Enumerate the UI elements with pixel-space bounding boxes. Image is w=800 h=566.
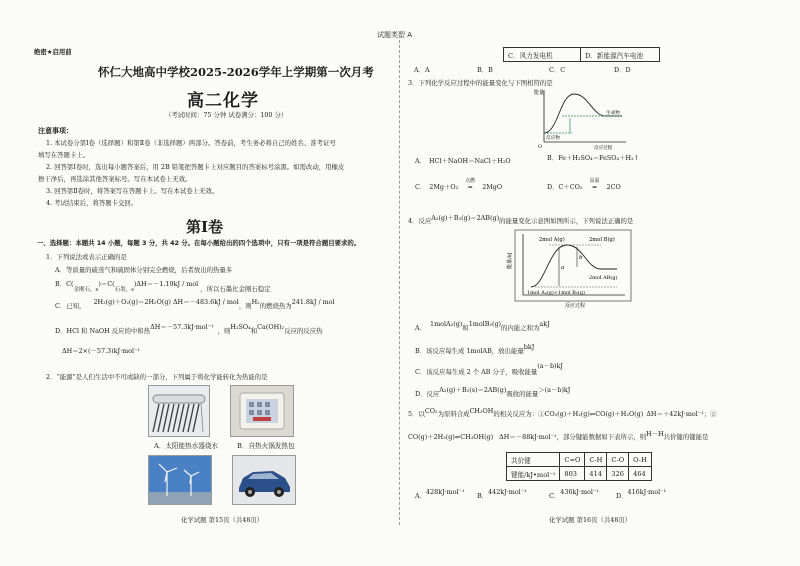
- footer-right: 化学试题 第16页（共48页）: [549, 516, 632, 524]
- notes-item: 1. 本试卷分第Ⅰ卷（选择题）和第Ⅱ卷（非选择题）两部分。答卷前，考生务必将自己的姓名、准考证号: [46, 139, 336, 147]
- q1-option-d-cont: ΔH＝2×(－57.3)kJ·mol⁻¹: [62, 347, 140, 355]
- bond-energy-table: [506, 452, 652, 481]
- q4-stem: 4．反应A₂(g)＋B₂(g)＝2AB(g)的能量变化示意图如图所示，下列说法正确的是: [408, 214, 634, 225]
- q3-y-label: 能量: [534, 90, 545, 96]
- q1-option-c: C．已知， 2H₂(g)＋O₂(g)＝2H₂O(g) ΔH＝－483.6kJ / mol，则H₂的燃烧热为241.8kJ / mol: [55, 298, 335, 310]
- page-divider: [399, 35, 400, 525]
- table-cell: 326: [607, 467, 629, 481]
- q1-stem: 1．下列说法或表示正确的是: [46, 253, 127, 261]
- heat-pack-icon: [231, 386, 293, 436]
- q4-top-left-label: 2mol A(g): [539, 237, 565, 243]
- notes-item: 3. 回答第Ⅱ卷时，将答案写在答题卡上。写在本试卷上无效。: [46, 187, 219, 195]
- school-title: 怀仁大地高中学校2025-2026学年上学期第一次月考: [98, 65, 374, 79]
- table-header: C=O: [560, 453, 585, 467]
- car-icon: [233, 456, 295, 504]
- q3-origin-label: O: [538, 144, 543, 150]
- q2-options-table: [503, 47, 660, 62]
- q4-b-label: b: [579, 255, 583, 261]
- solar-heater-icon: [149, 386, 209, 436]
- q1-option-b: B．C(金刚石，s)＝C(石墨，s)ΔH＝－1.19kJ / mol，所以石墨比金刚石稳定: [55, 280, 271, 293]
- table-header: O-H: [629, 453, 652, 467]
- q2-option-b: B．自热火锅发热包: [237, 442, 295, 450]
- q3-product-label: 生成物: [606, 111, 620, 116]
- q2-option-a: A．太阳能热水器烧水: [154, 442, 219, 450]
- notes-item: 2. 回答第Ⅰ卷时，选出每小题答案后，用 2B 铅笔把答题卡上对应题目的答案标号涂黑。如需改动，用橡皮: [46, 163, 345, 171]
- q1-answer-a: A．A: [414, 66, 430, 74]
- q3-reactant-label: 反应物: [546, 136, 560, 141]
- notes-item: 擦干净后，再选涂其他答案标号。写在本试卷上无效。: [38, 175, 192, 183]
- q1-answer-b: B．B: [477, 66, 493, 74]
- q4-energy-diagram: [505, 229, 633, 309]
- notes-item: 4. 考试结束后，将答题卡交回。: [46, 199, 138, 207]
- subject-title: 高二化学: [187, 91, 259, 111]
- q5-line-2: CO(g)＋2H₂(g)⇌CH₃OH(g) ΔH＝－88kJ·mol⁻¹，部分键能数据如下表所示，则H－H共价键的键能是: [408, 430, 709, 441]
- q1-answer-d: D．D: [614, 66, 631, 74]
- q3-option-c: C． 2Mg＋O₂ 点燃 ═ 2MgO: [415, 178, 503, 191]
- q5-option-b: B．442kJ·mol⁻¹: [477, 488, 527, 500]
- q4-option-a: A． 1molA₂(g)和1molB₂(g)的内能之和为akJ: [415, 320, 550, 332]
- wind-turbine-icon: [149, 456, 211, 504]
- q4-bottom-label: 1mol A₂(g)+1mol B₂(g): [527, 290, 585, 296]
- table-cell: 464: [629, 467, 652, 481]
- q5-option-d: D．416kJ·mol⁻¹: [616, 488, 667, 500]
- q3-option-a: A． HCl＋NaOH＝NaCl＋H₂O: [415, 157, 511, 165]
- q4-option-b: B．该反应每生成 1molAB，放出能量bkJ: [415, 343, 535, 355]
- q5-option-c: C．436kJ·mol⁻¹: [549, 488, 599, 500]
- ev-car-image: [232, 455, 296, 505]
- q5-option-a: A．428kJ·mol⁻¹: [415, 488, 465, 500]
- solar-heater-image: [148, 385, 210, 437]
- table-cell: 键能/kJ•mol⁻¹: [507, 467, 560, 481]
- q1-option-a: A．等质量的硫蒸气和硫固体分别完全燃烧，后者放出的热量多: [55, 266, 233, 274]
- q4-x-label: 反应过程: [565, 303, 586, 309]
- q3-option-b: B．Fe＋H₂SO₄＝FeSO₄＋H₂↑: [547, 154, 639, 162]
- time-score: （考试时间：75 分钟 试卷满分：100 分）: [165, 111, 288, 119]
- table-header: 共价键: [507, 453, 560, 467]
- notes-item: 填写在答题卡上。: [38, 151, 90, 159]
- q2-stem: 2．“能源”是人们生活中不可或缺的一部分，下列属于将化学能转化为热能的是: [46, 373, 268, 381]
- q4-option-d: D．反应A₂(g)＋B₂(s)＝2AB(g)吸收的能量＞(a－b)kJ: [415, 386, 571, 398]
- wind-turbine-image: [148, 455, 212, 505]
- q3-stem: 3．下列化学反应过程中的能量变化与下图相符的是: [408, 79, 553, 87]
- notes-title: 注意事项：: [38, 126, 73, 135]
- q2-option-c: C．风力发电机: [504, 48, 581, 62]
- section-instruction: 一、选择题：本题共 14 小题，每题 3 分，共 42 分。在每小题给出的四个选项中，只有一项是符合题目要求的。: [37, 239, 361, 247]
- q3-x-label: 反应过程: [594, 146, 613, 151]
- q3-energy-diagram: [532, 86, 632, 152]
- paper-type-label: 试题类型 A: [377, 31, 413, 39]
- q1-option-d: D．HCl 和 NaOH 反应的中和热ΔH＝－57.3kJ·mol⁻¹ ，则H₂SO₄和Ca(OH)₂反应的反应热: [55, 323, 323, 335]
- q2-option-d: D．新能源汽车电池: [581, 48, 660, 62]
- q5-line-1: 5．以CO₂为原料合成CH₃OH的相关反应为：①CO₂(g)＋H₂(g)⇌CO(g)＋H₂O(g) ΔH＝＋42kJ·mol⁻¹；②: [408, 407, 717, 418]
- q4-mid-label: 2mol AB(g): [589, 275, 618, 281]
- hotpot-pack-image: [230, 385, 294, 437]
- q1-answer-c: C．C: [549, 66, 566, 74]
- footer-left: 化学试题 第15页（共48页）: [181, 516, 264, 524]
- section-title: 第Ⅰ卷: [186, 218, 224, 236]
- table-header: C-O: [607, 453, 629, 467]
- table-cell: 414: [585, 467, 607, 481]
- q4-a-label: a: [561, 265, 565, 271]
- secret-label: 绝密★启用前: [34, 48, 72, 56]
- q4-top-right-label: 2mol B(g): [589, 237, 615, 243]
- table-header: C-H: [585, 453, 607, 467]
- q4-option-c: C．该反应每生成 2 个 AB 分子，吸收能量(a－b)kJ: [415, 362, 563, 376]
- table-cell: 803: [560, 467, 585, 481]
- q4-y-label: 能量/kJ: [507, 252, 513, 269]
- q3-option-d: D．C＋CO₂ 高温 ═ 2CO: [547, 178, 621, 191]
